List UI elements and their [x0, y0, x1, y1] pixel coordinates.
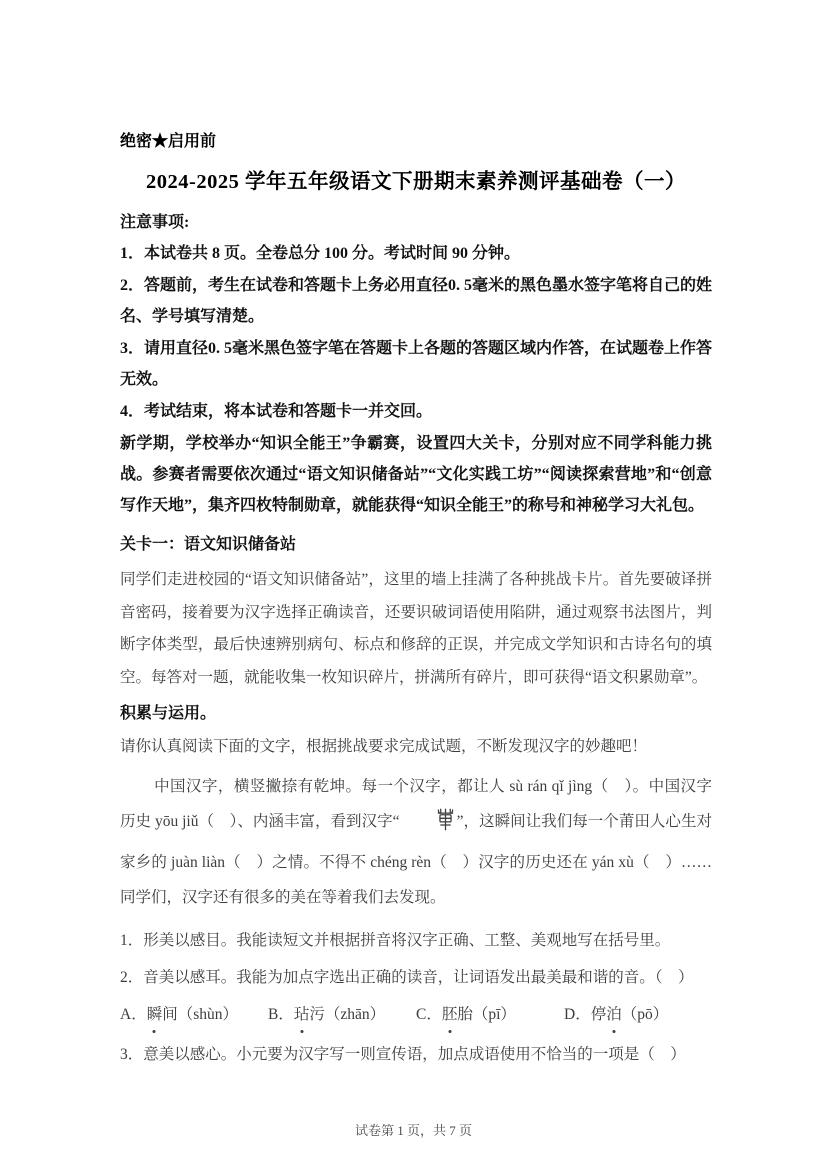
passage-part2: ”，这瞬间让我们每一个莆田人心生对家乡的 juàn liàn（ ）之情。不得不 chéng rèn（ ）汉字的历史还在 yán xù（ ）……同学们，汉字还有很多的美在等着我们去发现。	[120, 813, 712, 906]
page-footer: 试卷第 1 页，共 7 页	[354, 1123, 472, 1138]
section-heading-accumulation: 积累与运用。	[120, 705, 217, 722]
section-heading-level1: 关卡一：语文知识储备站	[120, 536, 297, 553]
notice-item-2: 2．答题前，考生在试卷和答题卡上务必用直径0. 5毫米的黑色墨水签字笔将自己的姓名、学号填写清楚。	[120, 277, 713, 325]
question-2-options	[120, 1001, 712, 1029]
seal-script-character-icon	[402, 807, 455, 845]
section-description: 同学们走进校园的“语文知识储备站”，这里的墙上挂满了各种挑战卡片。首先要破译拼音密码，接着要为汉字选择正确读音，还要识破词语使用陷阱，通过观察书法图片，判断字体类型，最后快速辨别病句、标点和修辞的正误，并完成文学知识和古诗名句的填空。每答对一题，就能收集一枚知识碎片，拼满所有碎片，即可获得“语文积累勋章”。	[120, 571, 712, 686]
reading-passage	[120, 769, 712, 915]
lead-instruction: 请你认真阅读下面的文字，根据挑战要求完成试题，不断发现汉字的妙趣吧！	[120, 738, 648, 755]
option-a	[120, 1001, 268, 1029]
option-d-emphasized-char: 泊	[606, 1001, 622, 1029]
notice-label: 注意事项:	[120, 214, 190, 231]
notice-item-4: 4．考试结束，将本试卷和答题卡一并交回。	[120, 403, 433, 420]
option-d	[564, 1001, 712, 1029]
notice-item-3: 3．请用直径0. 5毫米黑色签字笔在答题卡上各题的答题区域内作答，在试题卷上作答无效。	[120, 340, 713, 388]
option-d-letter: D．	[564, 1006, 591, 1023]
option-b-rest: 污（zhān）	[309, 1006, 386, 1023]
question-2: 2．音美以感耳。我能为加点字选出正确的读音，让词语发出最美最和谐的音。（ ）	[120, 969, 694, 986]
option-c	[416, 1001, 564, 1029]
option-d-pre: 停	[590, 1006, 607, 1023]
option-a-emphasized-char: 瞬	[147, 1001, 163, 1029]
option-b-emphasized-char: 玷	[294, 1001, 310, 1029]
option-c-rest: 胎（pī）	[457, 1006, 516, 1023]
intro-paragraph: 新学期，学校举办“知识全能王”争霸赛，设置四大关卡，分别对应不同学科能力挑战。参赛者需要依次通过“语文知识储备站”“文化实践工坊”“阅读探索营地”和“创意写作天地”，集齐四枚特制勋章，就能获得“知识全能王”的称号和神秘学习大礼包。	[120, 435, 712, 514]
secrecy-banner: 绝密★启用前	[120, 133, 217, 150]
option-a-rest: 间（shùn）	[162, 1006, 239, 1023]
page-content	[120, 128, 712, 1078]
option-c-letter: C．	[416, 1006, 442, 1023]
option-b	[268, 1001, 416, 1029]
question-3: 3．意美以感心。小元要为汉字写一则宣传语，加点成语使用不恰当的一项是（ ）	[120, 1046, 686, 1063]
option-b-letter: B．	[268, 1006, 294, 1023]
passage-part1: 中国汉字，横竖撇捺有乾坤。每一个汉字，都让人 sù rán qǐ jìng（ ）。中国汉字历史 yōu jiǔ（ ）、内涵丰富，看到汉字“	[120, 778, 712, 830]
option-d-rest: （pō）	[621, 1006, 669, 1023]
option-c-emphasized-char: 胚	[442, 1001, 458, 1029]
notice-item-1: 1．本试卷共 8 页。全卷总分 100 分。考试时间 90 分钟。	[120, 245, 521, 262]
page-title: 2024-2025 学年五年级语文下册期末素养测评基础卷（一）	[146, 171, 686, 193]
question-1: 1．形美以感目。我能读短文并根据拼音将汉字正确、工整、美观地写在括号里。	[120, 932, 671, 949]
option-a-letter: A．	[120, 1006, 147, 1023]
